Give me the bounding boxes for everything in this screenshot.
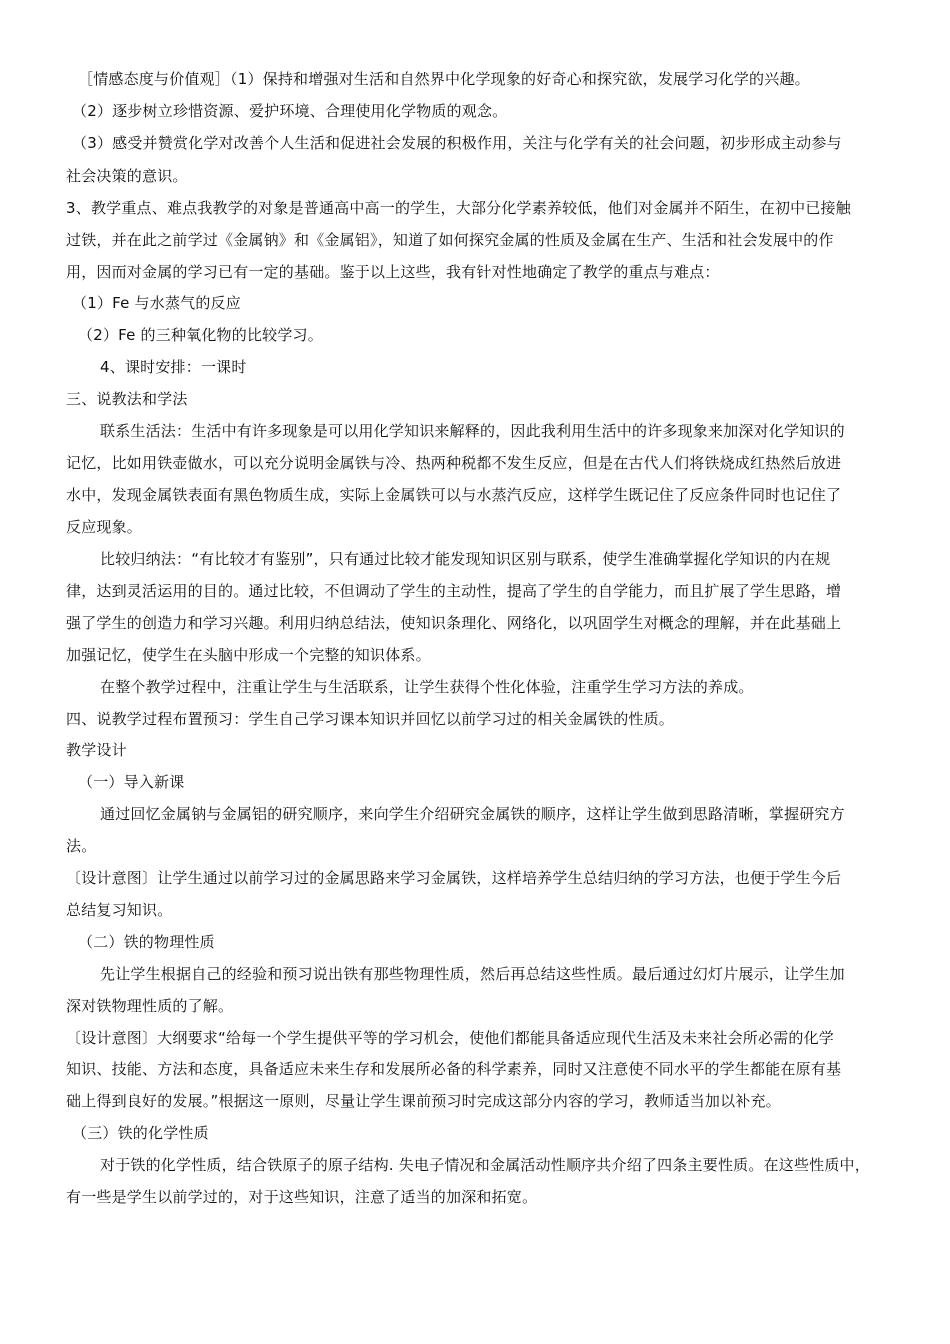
text-line: ［情感态度与价值观］（1）保持和增强对生活和自然界中化学现象的好奇心和探究欲，发展学习化学的兴趣。	[78, 70, 810, 88]
text-line: 社会决策的意识。	[66, 167, 188, 185]
text-line: 先让学生根据自己的经验和预习说出铁有那些物理性质，然后再总结这些性质。最后通过幻灯片展示，让学生加	[100, 965, 845, 983]
text-line: 有一些是学生以前学过的，对于这些知识，注意了适当的加深和拓宽。	[66, 1188, 538, 1206]
text-line: 对于铁的化学性质，结合铁原子的原子结构. 失电子情况和金属活动性顺序共介绍了四条主要性质。在这些性质中，	[100, 1156, 870, 1174]
text-line: 反应现象。	[66, 518, 143, 536]
text-line: （2）逐步树立珍惜资源、爱护环境、合理使用化学物质的观念。	[72, 102, 508, 120]
text-line: 知识、技能、方法和态度，具备适应未来生存和发展所必备的科学素养，同时又注意使不同水平的学生都能在原有基	[66, 1060, 842, 1078]
text-line: （3）感受并赞赏化学对改善个人生活和促进社会发展的积极作用，关注与化学有关的社会问题，初步形成主动参与	[72, 134, 842, 152]
text-line: 强了学生的创造力和学习兴趣。利用归纳总结法，使知识条理化、网络化，以巩固学生对概念的理解，并在此基础上	[66, 614, 842, 632]
text-line: 础上得到良好的发展。”根据这一原则，尽量让学生课前预习时完成这部分内容的学习，教师适当加以补充。	[66, 1092, 781, 1110]
subsection-heading: （三）铁的化学性质	[72, 1124, 209, 1142]
text-line: 律，达到灵活运用的目的。通过比较，不但调动了学生的主动性，提高了学生的自学能力，而且扩展了学生思路，增	[66, 582, 842, 600]
text-line: 比较归纳法：“有比较才有鉴别”，只有通过比较才能发现知识区别与联系，使学生准确掌握化学知识的内在规	[100, 550, 831, 568]
text-line: 水中，发现金属铁表面有黑色物质生成，实际上金属铁可以与水蒸汽反应，这样学生既记住了反应条件同时也记住了	[66, 486, 842, 504]
text-line: （1）Fe 与水蒸气的反应	[72, 294, 241, 312]
text-line: 通过回忆金属钠与金属铝的研究顺序，来向学生介绍研究金属铁的顺序，这样让学生做到思路清晰，掌握研究方	[100, 805, 845, 823]
section-heading: 四、说教学过程布置预习：学生自己学习课本知识并回忆以前学习过的相关金属铁的性质。	[66, 710, 675, 728]
text-line: 3、教学重点、难点我教学的对象是普通高中高一的学生，大部分化学素养较低，他们对金属并不陌生，在初中已接触	[66, 199, 851, 217]
subsection-heading: （二）铁的物理性质	[78, 933, 215, 951]
section-heading: 教学设计	[66, 741, 127, 759]
text-line: 〔设计意图〕让学生通过以前学习过的金属思路来学习金属铁，这样培养学生总结归纳的学习方法，也便于学生今后	[66, 869, 842, 887]
text-line: 深对铁物理性质的了解。	[66, 997, 234, 1015]
text-line: 用，因而对金属的学习已有一定的基础。鉴于以上这些，我有针对性地确定了教学的重点与难点：	[66, 263, 720, 281]
text-line: （2）Fe 的三种氧化物的比较学习。	[78, 326, 323, 344]
subsection-heading: （一）导入新课	[78, 773, 185, 791]
text-line: 总结复习知识。	[66, 901, 173, 919]
text-line: 加强记忆，使学生在头脑中形成一个完整的知识体系。	[66, 646, 431, 664]
text-line: 联系生活法：生活中有许多现象是可以用化学知识来解释的，因此我利用生活中的许多现象来加深对化学知识的	[100, 422, 845, 440]
section-heading: 三、说教法和学法	[66, 390, 188, 408]
text-line: 法。	[66, 837, 97, 855]
text-line: 在整个教学过程中，注重让学生与生活联系，让学生获得个性化体验，注重学生学习方法的养成。	[100, 678, 754, 696]
text-line: 过铁，并在此之前学过《金属钠》和《金属铝》，知道了如何探究金属的性质及金属在生产、生活和社会发展中的作	[66, 231, 834, 249]
text-line: 4、课时安排：一课时	[100, 358, 247, 376]
text-line: 记忆，比如用铁壶做水，可以充分说明金属铁与冷、热两种税都不发生反应，但是在古代人们将铁烧成红热然后放进	[66, 454, 842, 472]
text-line: 〔设计意图〕大纲要求“给每一个学生提供平等的学习机会，使他们都能具备适应现代生活及未来社会所必需的化学	[66, 1029, 834, 1047]
